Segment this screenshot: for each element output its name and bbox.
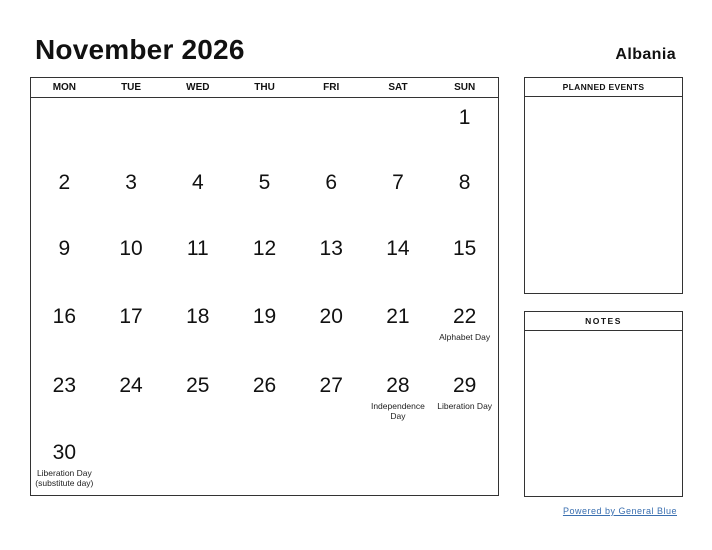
- day-number: 28: [386, 374, 410, 397]
- day-number: 19: [252, 305, 277, 328]
- day-cell: [365, 366, 432, 433]
- day-number: 17: [119, 305, 143, 328]
- day-cell: [98, 366, 165, 433]
- day-number: 2: [58, 171, 71, 194]
- day-cell: [365, 433, 432, 497]
- day-cell: [431, 98, 498, 163]
- day-number: 4: [191, 171, 204, 194]
- powered-by-link[interactable]: Powered by General Blue: [562, 506, 677, 516]
- day-cell: [365, 98, 432, 163]
- day-cell: [298, 229, 365, 297]
- day-cell: [31, 163, 98, 229]
- day-cell: [298, 433, 365, 497]
- day-number: 9: [58, 237, 71, 260]
- day-number: [231, 98, 298, 106]
- day-cell: [431, 297, 498, 366]
- day-cell: [298, 98, 365, 163]
- holiday-label: Liberation Day (substitute day): [35, 468, 94, 488]
- day-cell: [98, 163, 165, 229]
- day-number: [431, 433, 498, 441]
- day-cell: [31, 433, 98, 497]
- day-number: [98, 98, 165, 106]
- day-cell: [164, 229, 231, 297]
- day-number: [98, 433, 165, 441]
- day-cell: [231, 433, 298, 497]
- holiday-label: Liberation Day: [437, 401, 493, 411]
- weekday-sun: SUN: [454, 82, 476, 93]
- day-cell: [298, 366, 365, 433]
- day-cell: [31, 98, 98, 163]
- day-number: 30: [52, 441, 77, 464]
- day-number: 18: [186, 305, 210, 328]
- day-cell: [231, 366, 298, 433]
- day-number: [164, 433, 231, 441]
- day-number: 26: [252, 374, 277, 397]
- day-number: 23: [52, 374, 77, 397]
- day-cell: [98, 229, 165, 297]
- weekday-wed: WED: [186, 82, 210, 93]
- day-number: 25: [186, 374, 210, 397]
- day-cell: [231, 98, 298, 163]
- day-number: 22: [452, 305, 477, 328]
- day-cell: [164, 433, 231, 497]
- day-number: 10: [119, 237, 143, 260]
- day-cell: [231, 163, 298, 229]
- day-cell: [365, 229, 432, 297]
- day-number: 11: [186, 237, 209, 260]
- day-number: [298, 433, 365, 441]
- day-number: 20: [319, 305, 343, 328]
- day-number: 12: [252, 237, 277, 260]
- calendar-days: [31, 98, 498, 497]
- day-number: 21: [386, 305, 410, 328]
- day-number: 16: [52, 305, 77, 328]
- day-number: [365, 433, 432, 441]
- day-number: [298, 98, 365, 106]
- day-cell: [365, 163, 432, 229]
- weekday-header-row: [31, 78, 498, 98]
- day-cell: [31, 297, 98, 366]
- weekday-tue: TUE: [121, 82, 142, 93]
- day-number: 13: [319, 237, 343, 260]
- day-cell: [431, 163, 498, 229]
- day-number: 5: [258, 171, 271, 194]
- day-cell: [98, 433, 165, 497]
- day-cell: [164, 163, 231, 229]
- day-number: 6: [325, 171, 338, 194]
- holiday-label: Independence Day: [370, 401, 425, 421]
- day-cell: [298, 163, 365, 229]
- day-cell: [231, 297, 298, 366]
- day-number: [231, 433, 298, 441]
- day-number: 29: [452, 374, 477, 397]
- day-number: 3: [125, 171, 137, 194]
- weekday-mon: MON: [52, 82, 77, 93]
- day-number: 15: [452, 237, 477, 260]
- day-cell: [431, 433, 498, 497]
- calendar-grid: [30, 77, 499, 496]
- day-number: 24: [119, 374, 143, 397]
- notes-title: NOTES: [525, 312, 682, 331]
- day-cell: [298, 297, 365, 366]
- notes-panel: [524, 311, 683, 497]
- country-label: Albania: [615, 46, 676, 63]
- weekday-sat: SAT: [388, 82, 408, 93]
- day-cell: [164, 366, 231, 433]
- day-number: 27: [319, 374, 343, 397]
- holiday-label: Alphabet Day: [439, 332, 491, 342]
- day-cell: [164, 297, 231, 366]
- day-cell: [98, 98, 165, 163]
- day-cell: [365, 297, 432, 366]
- day-cell: [31, 229, 98, 297]
- weekday-thu: THU: [254, 82, 275, 93]
- day-number: [365, 98, 432, 106]
- day-number: 7: [392, 171, 404, 194]
- day-cell: [231, 229, 298, 297]
- day-cell: [431, 366, 498, 433]
- day-cell: [164, 98, 231, 163]
- planned-events-title: PLANNED EVENTS: [525, 78, 682, 97]
- day-number: [164, 98, 231, 106]
- day-cell: [431, 229, 498, 297]
- day-number: 8: [458, 171, 471, 194]
- day-cell: [98, 297, 165, 366]
- month-title: November 2026: [35, 34, 245, 65]
- day-number: [31, 98, 98, 106]
- day-cell: [31, 366, 98, 433]
- day-number: 14: [386, 237, 410, 260]
- day-number: 1: [458, 106, 471, 129]
- weekday-fri: FRI: [323, 82, 340, 93]
- planned-events-panel: [524, 77, 683, 294]
